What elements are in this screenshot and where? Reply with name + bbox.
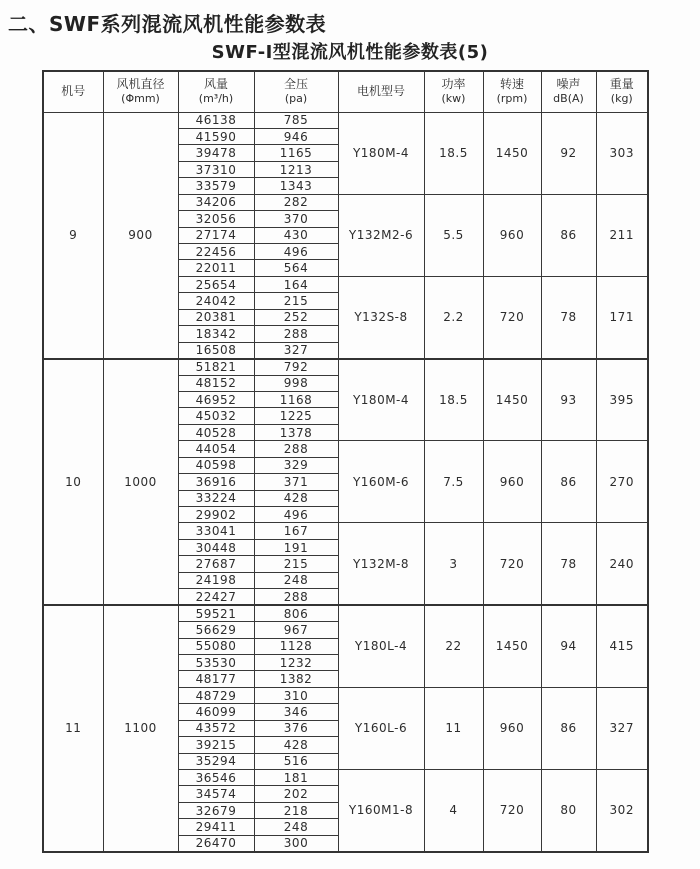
cell-machine-no: 9 xyxy=(43,112,103,359)
cell-flow: 37310 xyxy=(178,161,254,177)
cell-pressure: 300 xyxy=(254,835,338,851)
col-header-unit: (m³/h) xyxy=(198,92,234,106)
cell-flow: 33041 xyxy=(178,523,254,539)
cell-pressure: 346 xyxy=(254,704,338,720)
cell-flow: 22011 xyxy=(178,260,254,276)
cell-flow: 24042 xyxy=(178,293,254,309)
col-header-label: 重量 xyxy=(609,77,634,92)
cell-flow: 56629 xyxy=(178,622,254,638)
cell-flow: 51821 xyxy=(178,359,254,375)
col-header-flow xyxy=(178,71,254,112)
cell-pressure: 329 xyxy=(254,457,338,473)
cell-pressure: 252 xyxy=(254,309,338,325)
cell-pressure: 428 xyxy=(254,490,338,506)
col-header-label: 转速 xyxy=(499,77,524,92)
cell-flow: 43572 xyxy=(178,720,254,736)
table-header xyxy=(43,71,648,112)
cell-pressure: 806 xyxy=(254,605,338,621)
cell-diameter: 1000 xyxy=(103,359,178,606)
cell-flow: 48729 xyxy=(178,687,254,703)
cell-pressure: 310 xyxy=(254,687,338,703)
cell-flow: 41590 xyxy=(178,128,254,144)
cell-noise: 86 xyxy=(541,194,596,276)
table-title: SWF-I型混流风机性能参数表(5) xyxy=(211,42,489,63)
cell-pressure: 215 xyxy=(254,293,338,309)
table-row xyxy=(43,359,648,375)
cell-weight: 211 xyxy=(596,194,648,276)
cell-flow: 26470 xyxy=(178,835,254,851)
cell-pressure: 998 xyxy=(254,375,338,391)
col-header-label: 风机直径 xyxy=(116,77,165,92)
cell-pressure: 564 xyxy=(254,260,338,276)
cell-power: 4 xyxy=(424,770,483,852)
col-header-label: 风量 xyxy=(203,77,228,92)
col-header-weight xyxy=(596,71,648,112)
cell-flow: 48177 xyxy=(178,671,254,687)
table-body xyxy=(43,112,648,852)
cell-flow: 53530 xyxy=(178,654,254,670)
cell-flow: 59521 xyxy=(178,605,254,621)
cell-pressure: 282 xyxy=(254,194,338,210)
cell-pressure: 792 xyxy=(254,359,338,375)
cell-flow: 40598 xyxy=(178,457,254,473)
cell-diameter: 1100 xyxy=(103,605,178,852)
cell-rpm: 720 xyxy=(483,523,541,605)
cell-flow: 32679 xyxy=(178,802,254,818)
cell-pressure: 327 xyxy=(254,342,338,358)
col-header-unit: dB(A) xyxy=(553,92,584,106)
cell-pressure: 1378 xyxy=(254,424,338,440)
cell-weight: 395 xyxy=(596,359,648,441)
cell-motor-model: Y180M-4 xyxy=(338,359,424,441)
cell-weight: 240 xyxy=(596,523,648,605)
col-header-unit: (kw) xyxy=(441,92,466,106)
cell-motor-model: Y180L-4 xyxy=(338,605,424,687)
cell-motor-model: Y132M2-6 xyxy=(338,194,424,276)
cell-motor-model: Y160M-6 xyxy=(338,441,424,523)
cell-flow: 35294 xyxy=(178,753,254,769)
cell-pressure: 1232 xyxy=(254,654,338,670)
cell-weight: 270 xyxy=(596,441,648,523)
cell-noise: 78 xyxy=(541,276,596,358)
cell-power: 22 xyxy=(424,605,483,687)
cell-pressure: 1128 xyxy=(254,638,338,654)
cell-motor-model: Y132S-8 xyxy=(338,276,424,358)
cell-pressure: 430 xyxy=(254,227,338,243)
cell-weight: 415 xyxy=(596,605,648,687)
cell-motor-model: Y160M1-8 xyxy=(338,770,424,852)
cell-flow: 48152 xyxy=(178,375,254,391)
cell-pressure: 218 xyxy=(254,802,338,818)
cell-pressure: 191 xyxy=(254,539,338,555)
cell-noise: 94 xyxy=(541,605,596,687)
col-header-rpm xyxy=(483,71,541,112)
cell-flow: 32056 xyxy=(178,211,254,227)
col-header-label: 电机型号 xyxy=(356,84,405,99)
cell-pressure: 967 xyxy=(254,622,338,638)
cell-flow: 39215 xyxy=(178,737,254,753)
cell-noise: 92 xyxy=(541,112,596,194)
cell-rpm: 1450 xyxy=(483,605,541,687)
cell-pressure: 1343 xyxy=(254,178,338,194)
col-header-noise xyxy=(541,71,596,112)
cell-pressure: 167 xyxy=(254,523,338,539)
page-title: 二、SWF系列混流风机性能参数表 xyxy=(8,12,327,36)
col-header-power xyxy=(424,71,483,112)
col-header-unit: (Φmm) xyxy=(121,92,160,106)
cell-pressure: 785 xyxy=(254,112,338,128)
cell-flow: 24198 xyxy=(178,572,254,588)
cell-rpm: 720 xyxy=(483,770,541,852)
col-header-label: 噪声 xyxy=(556,77,581,92)
col-header-unit: (kg) xyxy=(610,92,633,106)
cell-flow: 46138 xyxy=(178,112,254,128)
cell-flow: 45032 xyxy=(178,408,254,424)
cell-pressure: 248 xyxy=(254,819,338,835)
cell-flow: 55080 xyxy=(178,638,254,654)
cell-flow: 25654 xyxy=(178,276,254,292)
cell-power: 18.5 xyxy=(424,112,483,194)
cell-power: 7.5 xyxy=(424,441,483,523)
cell-rpm: 960 xyxy=(483,687,541,769)
cell-flow: 34574 xyxy=(178,786,254,802)
cell-pressure: 376 xyxy=(254,720,338,736)
cell-weight: 303 xyxy=(596,112,648,194)
cell-pressure: 288 xyxy=(254,589,338,605)
cell-pressure: 288 xyxy=(254,441,338,457)
cell-flow: 20381 xyxy=(178,309,254,325)
cell-flow: 33224 xyxy=(178,490,254,506)
cell-rpm: 960 xyxy=(483,194,541,276)
cell-machine-no: 11 xyxy=(43,605,103,852)
cell-rpm: 960 xyxy=(483,441,541,523)
cell-noise: 80 xyxy=(541,770,596,852)
cell-flow: 16508 xyxy=(178,342,254,358)
cell-flow: 30448 xyxy=(178,539,254,555)
col-header-pressure xyxy=(254,71,338,112)
cell-flow: 39478 xyxy=(178,145,254,161)
col-header-unit: (pa) xyxy=(284,92,308,106)
cell-pressure: 428 xyxy=(254,737,338,753)
cell-weight: 171 xyxy=(596,276,648,358)
cell-pressure: 1213 xyxy=(254,161,338,177)
cell-motor-model: Y160L-6 xyxy=(338,687,424,769)
cell-flow: 40528 xyxy=(178,424,254,440)
cell-flow: 46952 xyxy=(178,391,254,407)
cell-pressure: 516 xyxy=(254,753,338,769)
cell-pressure: 164 xyxy=(254,276,338,292)
cell-rpm: 1450 xyxy=(483,112,541,194)
col-header-label: 功率 xyxy=(441,77,466,92)
cell-power: 2.2 xyxy=(424,276,483,358)
cell-flow: 27687 xyxy=(178,556,254,572)
cell-flow: 33579 xyxy=(178,178,254,194)
table-row xyxy=(43,605,648,621)
col-header-machine-no xyxy=(43,71,103,112)
cell-pressure: 371 xyxy=(254,474,338,490)
cell-noise: 86 xyxy=(541,687,596,769)
header-row xyxy=(43,71,648,112)
cell-pressure: 181 xyxy=(254,770,338,786)
cell-flow: 22427 xyxy=(178,589,254,605)
cell-noise: 78 xyxy=(541,523,596,605)
col-header-diameter xyxy=(103,71,178,112)
cell-pressure: 496 xyxy=(254,244,338,260)
cell-pressure: 496 xyxy=(254,507,338,523)
cell-diameter: 900 xyxy=(103,112,178,359)
table-row xyxy=(43,112,648,128)
cell-motor-model: Y180M-4 xyxy=(338,112,424,194)
cell-flow: 34206 xyxy=(178,194,254,210)
cell-pressure: 1168 xyxy=(254,391,338,407)
cell-pressure: 1382 xyxy=(254,671,338,687)
cell-flow: 18342 xyxy=(178,326,254,342)
cell-power: 18.5 xyxy=(424,359,483,441)
cell-pressure: 248 xyxy=(254,572,338,588)
cell-weight: 327 xyxy=(596,687,648,769)
cell-rpm: 720 xyxy=(483,276,541,358)
cell-rpm: 1450 xyxy=(483,359,541,441)
cell-power: 11 xyxy=(424,687,483,769)
cell-weight: 302 xyxy=(596,770,648,852)
cell-flow: 29411 xyxy=(178,819,254,835)
cell-pressure: 288 xyxy=(254,326,338,342)
col-header-label: 全压 xyxy=(283,77,308,92)
cell-noise: 93 xyxy=(541,359,596,441)
cell-pressure: 1165 xyxy=(254,145,338,161)
cell-pressure: 946 xyxy=(254,128,338,144)
cell-pressure: 370 xyxy=(254,211,338,227)
cell-power: 5.5 xyxy=(424,194,483,276)
cell-flow: 36916 xyxy=(178,474,254,490)
cell-pressure: 1225 xyxy=(254,408,338,424)
cell-pressure: 202 xyxy=(254,786,338,802)
col-header-motor-model xyxy=(338,71,424,112)
cell-power: 3 xyxy=(424,523,483,605)
fan-spec-table xyxy=(42,70,649,853)
cell-flow: 29902 xyxy=(178,507,254,523)
col-header-unit: (rpm) xyxy=(496,92,528,106)
cell-machine-no: 10 xyxy=(43,359,103,606)
cell-flow: 46099 xyxy=(178,704,254,720)
cell-flow: 22456 xyxy=(178,244,254,260)
cell-pressure: 215 xyxy=(254,556,338,572)
col-header-label: 机号 xyxy=(61,84,86,99)
cell-motor-model: Y132M-8 xyxy=(338,523,424,605)
cell-flow: 36546 xyxy=(178,770,254,786)
cell-noise: 86 xyxy=(541,441,596,523)
cell-flow: 44054 xyxy=(178,441,254,457)
cell-flow: 27174 xyxy=(178,227,254,243)
